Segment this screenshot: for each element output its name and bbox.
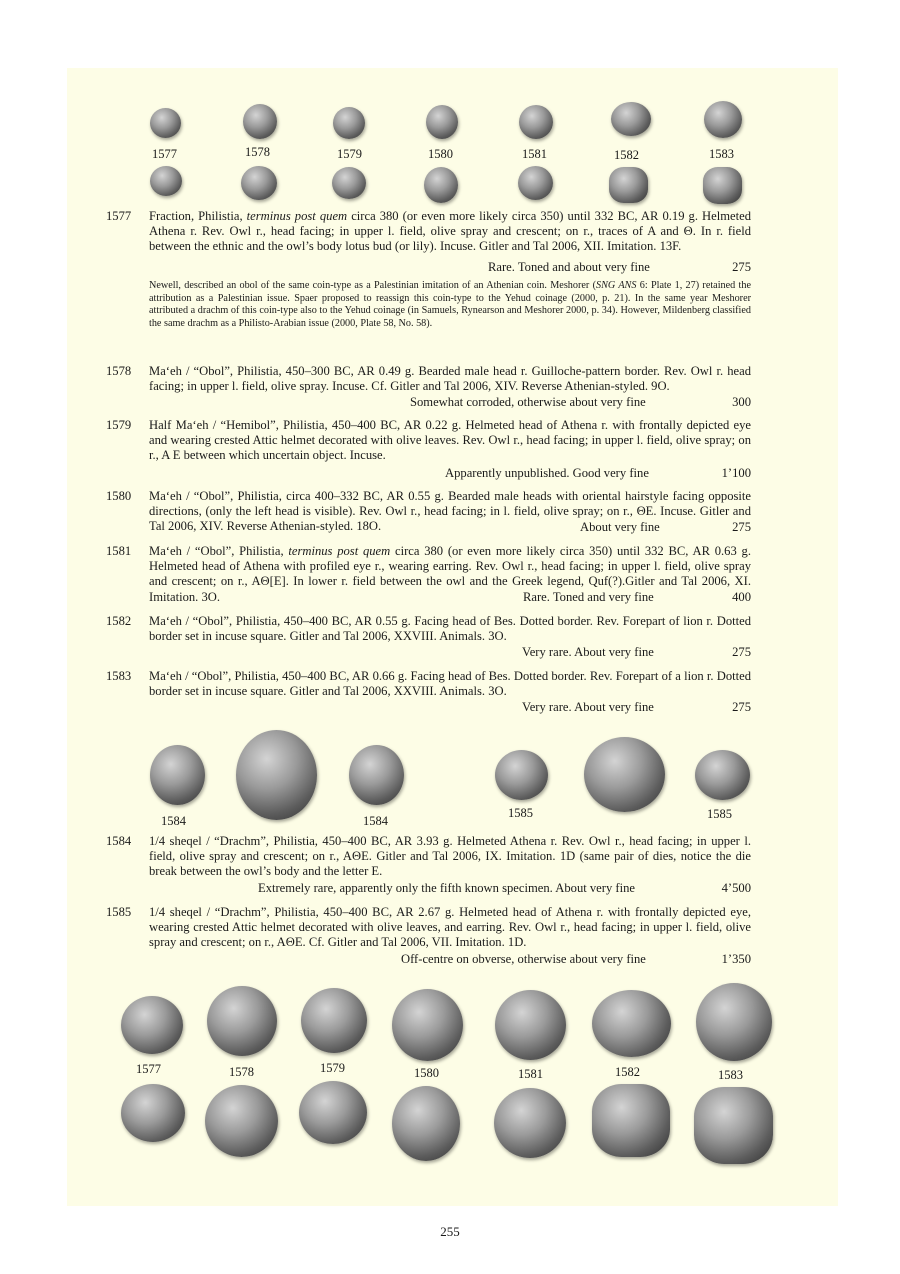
lot-grade: Rare. Toned and about very fine <box>488 260 650 274</box>
plate-label: 1585 <box>707 807 732 821</box>
lot-1579 <box>106 418 751 480</box>
coin-1582-reverse-enlarged <box>592 1084 670 1157</box>
lot-number: 1577 <box>106 209 132 223</box>
lot-description: 1/4 sheqel / “Drachm”, Philistia, 450–400 BC, AR 2.67 g. Helmeted head of Athena r. with frontally depicted eye, wearing crested Attic helmet decorated with olive leaves, and earring. Rev. Owl r., head facing; in upper l. field, olive spray and crescent; on r., AΘE. Cf. Gitler and Tal 2006, VII. Imitation. 1D. <box>149 905 751 950</box>
coin-1580-reverse-enlarged <box>392 1086 460 1161</box>
coin-1581-obverse-enlarged <box>495 990 566 1060</box>
coin-1582-obverse <box>611 102 651 136</box>
lot-price: 275 <box>732 645 751 659</box>
lot-grade: Extremely rare, apparently only the fifth known specimen. About very fine <box>258 881 635 895</box>
plate-label: 1578 <box>229 1065 254 1079</box>
plate-label: 1582 <box>614 148 639 162</box>
coin-1579-reverse <box>332 167 366 199</box>
lot-number: 1582 <box>106 614 132 628</box>
lot-description: Ma‘eh / “Obol”, Philistia, terminus post quem circa 380 (or even more likely circa 350) until 332 BC, AR 0.63 g. Helmeted head of Athena with profiled eye r., wearing earring. Rev. Owl r., head facing; in upper l. field, olive spray and crescent; on r., AΘ[E]. In lower r. field between the owl and the Greek legend, Quf(?).Gitler and Tal 2006, XI. Imitation. 3O. <box>149 544 751 604</box>
coin-1580-reverse <box>424 167 458 203</box>
lot-price: 275 <box>732 260 751 274</box>
lot-number: 1585 <box>106 905 132 919</box>
lot-description: Ma‘eh / “Obol”, Philistia, 450–300 BC, AR 0.49 g. Bearded male head r. Guilloche-pattern border. Rev. Owl r. head facing; in upper l. field, olive spray. Incuse. Cf. Gitler and Tal 2006, XIV. Reverse Athenian-styled. 9O. <box>149 364 751 394</box>
lot-price: 1’100 <box>721 466 751 480</box>
coin-1583-obverse-enlarged <box>696 983 772 1061</box>
plate-label: 1583 <box>718 1068 743 1082</box>
coin-1584-obverse <box>150 745 205 805</box>
plate-label: 1581 <box>522 147 547 161</box>
coin-1585-obverse <box>495 750 548 800</box>
lot-grade: Off-centre on obverse, otherwise about very fine <box>401 952 646 966</box>
coin-1580-obverse-enlarged <box>392 989 463 1061</box>
lot-description: Ma‘eh / “Obol”, Philistia, circa 400–332 BC, AR 0.55 g. Bearded male heads with oriental hairstyle facing opposite directions, (only the left head is visible). Rev. Owl r., head facing; in l. field, olive spray; on r., ΘE. Incuse. Gitler and Tal 2006, XIV. Reverse Athenian-styled. 18O. <box>149 489 751 534</box>
lot-number: 1581 <box>106 544 132 558</box>
coin-1582-reverse <box>609 167 648 203</box>
coin-1580-obverse <box>426 105 458 139</box>
lot-description: Ma‘eh / “Obol”, Philistia, 450–400 BC, AR 0.66 g. Facing head of Bes. Dotted border. Rev. Forepart of a lion r. Dotted border set in incuse square. Gitler and Tal 2006, XXVIII. Animals. 3O. <box>149 669 751 699</box>
coin-1579-obverse <box>333 107 365 139</box>
lot-grade: About very fine <box>580 520 660 534</box>
lot-note: Newell, described an obol of the same coin-type as a Palestinian imitation of an Athenian coin. Meshorer (SNG ANS 6: Plate 1, 27) retained the attribution as a Palestinian issue. Spaer proposed to reassign this coin-type to the Yehud coinage (2000, p. 21). In the same year Meshorer attributed a drachm of this coin-type also to the Yehud coinage (in Samuels, Rynearson and Meshorer 2000, p. 34). However, Mildenberg classified the same drachm as a Philisto-Arabian issue (2000, Plate 58, No. 58). <box>149 280 751 329</box>
lot-1578 <box>106 364 751 410</box>
lot-price: 300 <box>732 395 751 409</box>
page-number: 255 <box>440 1224 460 1239</box>
plate-label: 1583 <box>709 147 734 161</box>
coin-1581-reverse <box>518 166 553 200</box>
plate-label: 1584 <box>363 814 388 828</box>
coin-1579-reverse-enlarged <box>299 1081 367 1144</box>
coin-1581-reverse-enlarged <box>494 1088 566 1158</box>
lot-grade: Somewhat corroded, otherwise about very fine <box>410 395 646 409</box>
lot-1582 <box>106 614 751 660</box>
coin-1578-obverse <box>243 104 277 139</box>
coin-1579-obverse-enlarged <box>301 988 367 1053</box>
coin-1582-obverse-enlarged <box>592 990 671 1057</box>
lot-1583 <box>106 669 751 715</box>
lot-grade: Very rare. About very fine <box>522 700 654 714</box>
plate-label: 1577 <box>136 1062 161 1076</box>
lot-description: Ma‘eh / “Obol”, Philistia, 450–400 BC, AR 0.55 g. Facing head of Bes. Dotted border. Rev. Forepart of lion r. Dotted border set in incuse square. Gitler and Tal 2006, XXVIII. Animals. 3O. <box>149 614 751 644</box>
lot-number: 1578 <box>106 364 132 378</box>
coin-1585-reverse <box>695 750 750 800</box>
coin-1577-reverse-enlarged <box>121 1084 185 1142</box>
lot-price: 4’500 <box>721 881 751 895</box>
lot-number: 1579 <box>106 418 132 432</box>
coin-1578-reverse-enlarged <box>205 1085 278 1157</box>
lot-price: 400 <box>732 590 751 604</box>
lot-1585 <box>106 905 751 967</box>
lot-1584 <box>106 834 751 896</box>
lot-grade: Very rare. About very fine <box>522 645 654 659</box>
lot-number: 1584 <box>106 834 132 848</box>
lot-description: Fraction, Philistia, terminus post quem circa 380 (or even more likely circa 350) until 332 BC, AR 0.19 g. Helmeted Athena r. Rev. Owl r., head facing; in upper l. field, olive spray and crescent; on r., traces of A and Θ. In r. field between the ethnic and the owl’s body lotus bud (or lily). Incuse. Gitler and Tal 2006, XII. Imitation. 13F. <box>149 209 752 254</box>
coin-1583-obverse <box>704 101 742 138</box>
lot-number: 1580 <box>106 489 132 503</box>
plate-label: 1579 <box>320 1061 345 1075</box>
coin-1577-reverse <box>150 166 182 196</box>
coin-1585-obverse-enlarged <box>584 737 665 812</box>
lot-number: 1583 <box>106 669 132 683</box>
plate-label: 1585 <box>508 806 533 820</box>
coin-1584-obverse-enlarged <box>236 730 317 820</box>
plate-label: 1582 <box>615 1065 640 1079</box>
coin-1577-obverse-enlarged <box>121 996 183 1054</box>
lot-grade: Rare. Toned and very fine <box>523 590 654 604</box>
plate-label: 1578 <box>245 145 270 159</box>
plate-label: 1579 <box>337 147 362 161</box>
coin-1578-obverse-enlarged <box>207 986 277 1056</box>
coin-1578-reverse <box>241 166 277 200</box>
plate-label: 1584 <box>161 814 186 828</box>
plate-label: 1577 <box>152 147 177 161</box>
coin-1577-obverse <box>150 108 181 138</box>
plate-label: 1581 <box>518 1067 543 1081</box>
lot-1581 <box>106 544 751 606</box>
plate-label: 1580 <box>414 1066 439 1080</box>
coin-1581-obverse <box>519 105 553 139</box>
lot-grade: Apparently unpublished. Good very fine <box>445 466 649 480</box>
lot-1580 <box>106 489 751 535</box>
coin-1584-reverse <box>349 745 404 805</box>
lot-description: Half Ma‘eh / “Hemibol”, Philistia, 450–400 BC, AR 0.22 g. Helmeted head of Athena r. with frontally depicted eye and wearing crested Attic helmet decorated with olive leaves. Rev. Owl r., head facing; in upper l. field, olive spray; on r., A E between which uncertain object. Incuse. <box>149 418 751 463</box>
coin-1583-reverse-enlarged <box>694 1087 773 1164</box>
lot-price: 1’350 <box>721 952 751 966</box>
lot-1577 <box>106 209 751 341</box>
lot-price: 275 <box>732 700 751 714</box>
coin-1583-reverse <box>703 167 742 204</box>
lot-price: 275 <box>732 520 751 534</box>
lot-description: 1/4 sheqel / “Drachm”, Philistia, 450–400 BC, AR 3.93 g. Helmeted Athena r. Rev. Owl r., head facing; in upper l. field, olive spray and crescent; on r., AΘE. Gitler and Tal 2006, IX. Imitation. 1D (same pair of dies, notice the die break between the owl’s body and the letter E. <box>149 834 751 879</box>
plate-label: 1580 <box>428 147 453 161</box>
